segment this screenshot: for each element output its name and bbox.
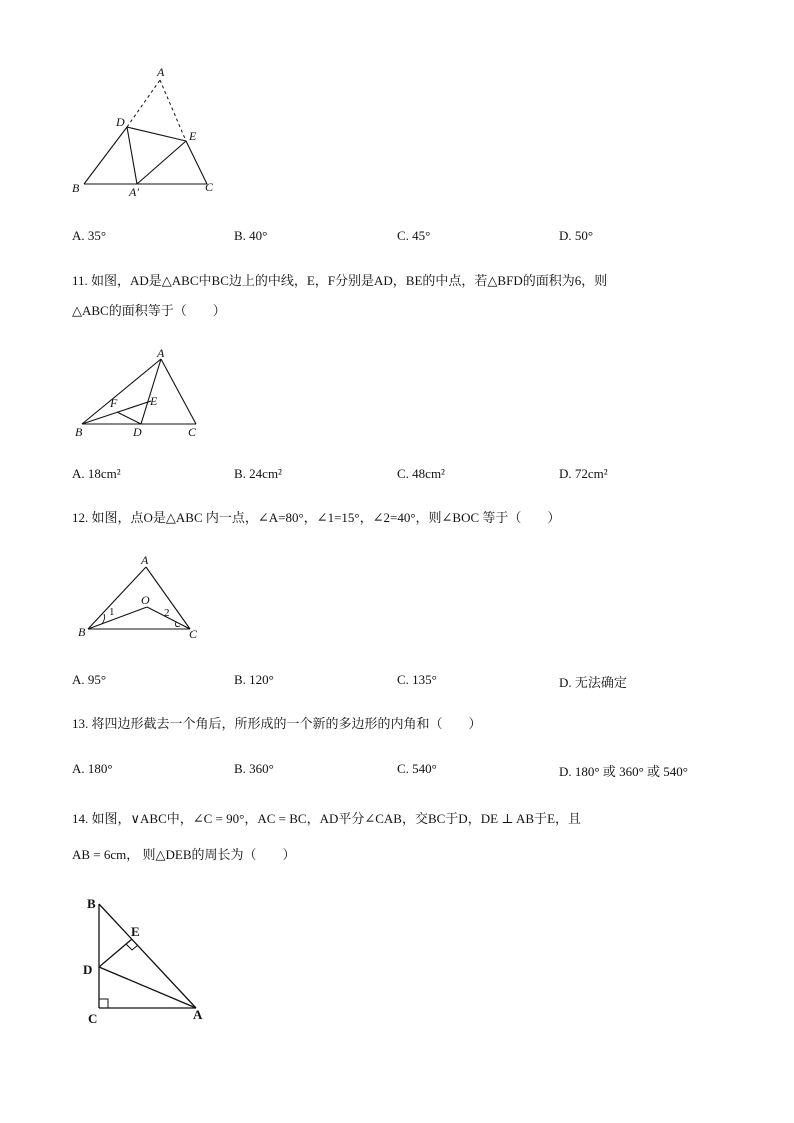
q14-right-angle-E [126, 944, 138, 950]
q14-figure [78, 890, 218, 1030]
q12-option-d[interactable]: D. 无法确定 [559, 675, 627, 690]
q11-label-D: D [133, 425, 142, 439]
q13-option-b[interactable]: B. 360° [234, 761, 274, 776]
q12-text-line1: 12. 如图，点O是△ABC 内一点，∠A=80°，∠1=15°，∠2=40°，则∠BOC 等于（ ） [72, 510, 561, 525]
q11-figure [68, 343, 208, 443]
q12-segment-BA [88, 567, 146, 629]
q10-segment-BD [84, 127, 127, 184]
q10-label-A: A [157, 65, 165, 79]
q14-text-line2: AB = 6cm， 则△DEB的周长为（ ） [72, 847, 296, 862]
q12-label-A: A [141, 553, 149, 567]
q12-option-c[interactable]: C. 135° [397, 672, 437, 687]
q12-label-2: 2 [164, 607, 170, 619]
q11-text-line2: △ABC的面积等于（ ） [72, 303, 226, 318]
q11-option-b[interactable]: B. 24cm² [234, 466, 282, 481]
q13-text-line1: 13. 将四边形截去一个角后，所形成的一个新的多边形的内角和（ ） [72, 716, 482, 731]
q10-label-B: B [72, 181, 80, 195]
q10-label-D: D [116, 115, 125, 129]
q10-segment-EC [186, 141, 207, 184]
q14-text-line1: 14. 如图，∨ABC中，∠C = 90°，AC = BC，AD平分∠CAB，交BC于D，DE ⊥ AB于E，且 [72, 811, 582, 826]
q12-segment-AC [146, 567, 190, 629]
q12-label-1: 1 [109, 606, 115, 618]
q10-dashed-AE [160, 80, 186, 141]
q12-segment-BO [88, 607, 147, 629]
q14-label-D: D [83, 962, 93, 977]
q14-segment-DA [99, 967, 196, 1008]
q10-segment-EAprime [137, 141, 186, 184]
q11-label-C: C [188, 425, 197, 439]
q10-figure [60, 60, 230, 205]
q10-segment-DE [127, 127, 186, 141]
q14-right-angle-C [99, 999, 108, 1008]
q10-option-d[interactable]: D. 50° [559, 228, 594, 243]
q11-label-E: E [150, 394, 158, 408]
q10-option-b[interactable]: B. 40° [234, 228, 268, 243]
q14-label-B: B [87, 896, 96, 911]
q10-dashed-DA [127, 80, 160, 127]
q14-segment-DE [99, 939, 132, 967]
q13-option-d[interactable]: D. 180° 或 360° 或 540° [559, 764, 688, 779]
q11-option-c[interactable]: C. 48cm² [397, 466, 445, 481]
q11-label-A: A [157, 346, 165, 360]
q11-option-d[interactable]: D. 72cm² [559, 466, 608, 481]
q12-label-B: B [78, 625, 86, 639]
q11-segment-AC [161, 359, 196, 424]
q10-label-E: E [189, 129, 197, 143]
q13-option-a[interactable]: A. 180° [72, 761, 113, 776]
q12-figure [68, 552, 208, 647]
q14-label-E: E [131, 924, 140, 939]
q12-label-C: C [189, 627, 198, 641]
q12-label-O: O [141, 593, 150, 607]
q11-label-F: F [110, 396, 118, 410]
q10-label-Aprime: A′ [129, 185, 139, 199]
q11-segment-AD [141, 359, 161, 424]
q12-option-b[interactable]: B. 120° [234, 672, 274, 687]
q14-segment-BA [99, 904, 196, 1008]
q11-segment-FD [117, 412, 141, 424]
q11-label-B: B [75, 425, 83, 439]
q13-option-c[interactable]: C. 540° [397, 761, 437, 776]
q14-label-A: A [193, 1007, 203, 1022]
q10-segment-DAprime [127, 127, 137, 184]
q10-label-C: C [205, 180, 214, 194]
q11-option-a[interactable]: A. 18cm² [72, 466, 121, 481]
q10-option-a[interactable]: A. 35° [72, 228, 107, 243]
q11-text-line1: 11. 如图，AD是△ABC中BC边上的中线，E，F分别是AD，BE的中点，若△BFD的面积为6，则 [72, 273, 608, 288]
q10-option-c[interactable]: C. 45° [397, 228, 431, 243]
q14-label-C: C [88, 1011, 98, 1026]
q12-option-a[interactable]: A. 95° [72, 672, 107, 687]
